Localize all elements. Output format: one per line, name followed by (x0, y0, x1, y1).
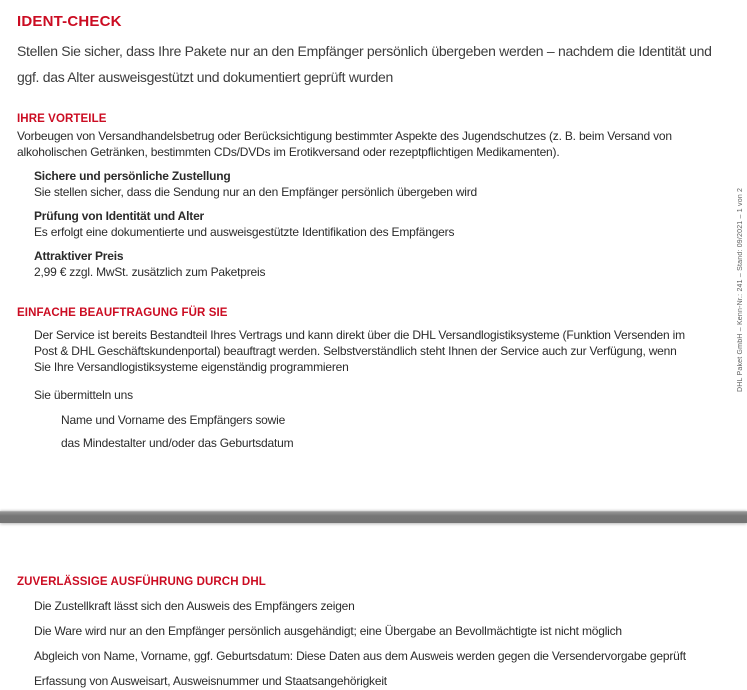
intro-text: Stellen Sie sicher, dass Ihre Pakete nur an den Empfänger persönlich übergeben werden – nachdem die Identität und ggf. das Alter ausweisgestützt und dokumentiert geprüft wurden (17, 43, 712, 85)
document-id-side-note: DHL Paket GmbH – Kenn-Nr.: 241 – Stand: 09/2021 – 1 von 2 (737, 187, 744, 393)
bullet-text: Die Zustellkraft lässt sich den Ausweis des Empfängers zeigen (34, 599, 355, 613)
bullet-text: Es erfolgt eine dokumentierte und ausweisgestützte Identifikation des Empfängers (34, 225, 455, 239)
bullet-text: Sie übermitteln uns (34, 388, 133, 402)
beauftragung-bullet-list (17, 327, 722, 451)
list-item (17, 248, 722, 280)
bullet-title: Sichere und persönliche Zustellung (34, 169, 231, 183)
section-heading-vorteile: IHRE VORTEILE (17, 113, 107, 125)
bullet-title: Prüfung von Identität und Alter (34, 209, 205, 223)
bullet-text: 2,99 € zzgl. MwSt. zusätzlich zum Paketpreis (34, 265, 266, 279)
bullet-text: Abgleich von Name, Vorname, ggf. Geburtsdatum: Diese Daten aus dem Ausweis werden gegen die Versendervorgabe geprüft (34, 649, 686, 663)
list-item (17, 675, 722, 688)
ausfuehrung-bullet-list (17, 600, 722, 688)
page-gap-divider (0, 511, 747, 523)
sub-bullet-list (34, 412, 293, 451)
list-item (17, 387, 722, 451)
list-item (17, 625, 722, 638)
list-item (17, 650, 722, 663)
sub-bullet-text: das Mindestalter und/oder das Geburtsdatum (61, 436, 294, 450)
bullet-text: Erfassung von Ausweisart, Ausweisnummer und Staatsangehörigkeit (34, 674, 387, 688)
bullet-title: Attraktiver Preis (34, 249, 124, 263)
sub-list-item (34, 435, 293, 451)
list-item (17, 168, 722, 200)
vorteile-bullet-list (17, 168, 722, 280)
bullet-text: Die Ware wird nur an den Empfänger persönlich ausgehändigt; eine Übergabe an Bevollmächtigte ist nicht möglich (34, 624, 622, 638)
section-heading-beauftragung: EINFACHE BEAUFTRAGUNG FÜR SIE (17, 307, 228, 319)
sub-bullet-text: Name und Vorname des Empfängers sowie (61, 413, 286, 427)
bullet-text: Der Service ist bereits Bestandteil Ihres Vertrags und kann direkt über die DHL Versandlogistiksysteme (Funktion Versenden im Post & DHL Geschäftskundenportal) beauftragt werden. Selbstverständlich steht Ihnen der Service auch zur Verfügung, wenn Sie Ihre Versandlogistiksysteme eigenständig programmieren (34, 328, 685, 374)
sub-list-item (34, 412, 293, 428)
page-title: IDENT-CHECK (17, 13, 122, 30)
list-item (17, 327, 722, 375)
list-item (17, 600, 722, 613)
vorteile-intro-text: Vorbeugen von Versandhandelsbetrug oder Berücksichtigung bestimmter Aspekte des Jugendschutzes (z. B. beim Versand von alkoholischen Getränken, bestimmten CDs/DVDs im Erotikversand oder rezeptpflichtigen Medikamenten). (17, 129, 672, 159)
section-heading-ausfuehrung: ZUVERLÄSSIGE AUSFÜHRUNG DURCH DHL (17, 576, 266, 588)
document-page-2 (0, 576, 747, 688)
bullet-text: Sie stellen sicher, dass die Sendung nur an den Empfänger persönlich übergeben wird (34, 185, 478, 199)
list-item (17, 208, 722, 240)
